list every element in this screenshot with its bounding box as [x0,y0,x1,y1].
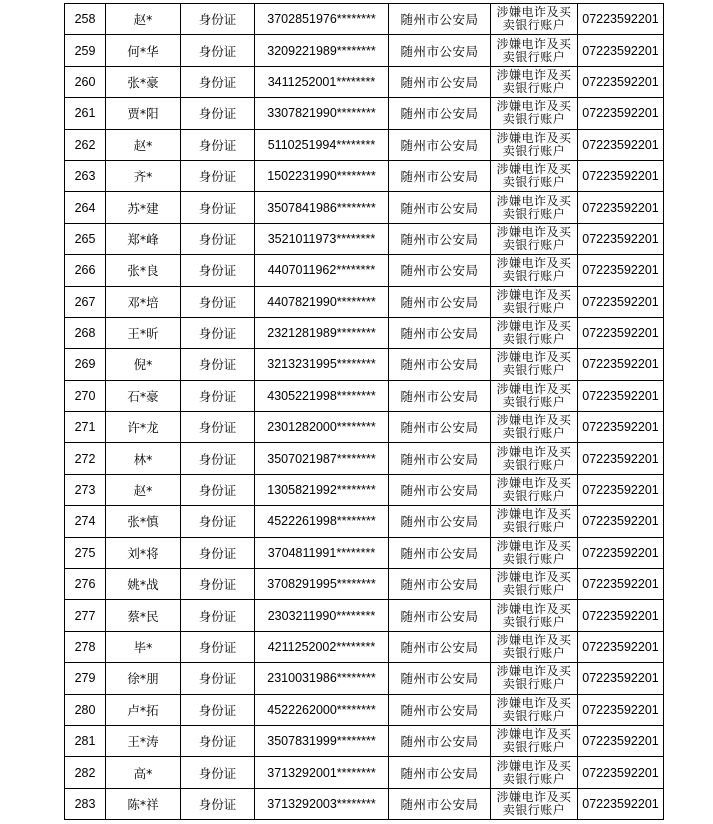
id-number-cell: 2310031986******** [255,663,389,694]
reason-cell: 涉嫌电诈及买卖银行账户 [491,223,578,254]
document-type-cell: 身份证 [181,631,255,662]
id-number-cell: 3708291995******** [255,569,389,600]
name-cell: 何*华 [106,35,181,66]
agency-cell: 随州市公安局 [389,412,491,443]
agency-cell: 随州市公安局 [389,129,491,160]
name-cell: 王*昕 [106,317,181,348]
phone-cell: 07223592201 [578,380,664,411]
agency-cell: 随州市公安局 [389,537,491,568]
name-cell: 高* [106,757,181,788]
document-type-cell: 身份证 [181,600,255,631]
name-cell: 贾*阳 [106,98,181,129]
id-number-cell: 3411252001******** [255,66,389,97]
row-number-cell: 270 [65,380,106,411]
document-type-cell: 身份证 [181,443,255,474]
table-row [65,286,664,317]
phone-cell: 07223592201 [578,694,664,725]
name-cell: 刘*将 [106,537,181,568]
phone-cell: 07223592201 [578,506,664,537]
document-type-cell: 身份证 [181,569,255,600]
row-number-cell: 278 [65,631,106,662]
document-type-cell: 身份证 [181,286,255,317]
id-number-cell: 1305821992******** [255,474,389,505]
row-number-cell: 258 [65,4,106,35]
reason-cell: 涉嫌电诈及买卖银行账户 [491,35,578,66]
phone-cell: 07223592201 [578,443,664,474]
reason-cell: 涉嫌电诈及买卖银行账户 [491,66,578,97]
reason-cell: 涉嫌电诈及买卖银行账户 [491,255,578,286]
name-cell: 邓*培 [106,286,181,317]
row-number-cell: 268 [65,317,106,348]
reason-cell: 涉嫌电诈及买卖银行账户 [491,380,578,411]
phone-cell: 07223592201 [578,98,664,129]
table-row [65,600,664,631]
row-number-cell: 266 [65,255,106,286]
table-row [65,537,664,568]
name-cell: 王*涛 [106,725,181,756]
name-cell: 蔡*民 [106,600,181,631]
reason-cell: 涉嫌电诈及买卖银行账户 [491,694,578,725]
phone-cell: 07223592201 [578,569,664,600]
phone-cell: 07223592201 [578,66,664,97]
row-number-cell: 262 [65,129,106,160]
document-type-cell: 身份证 [181,663,255,694]
id-number-cell: 3507021987******** [255,443,389,474]
table-row [65,35,664,66]
agency-cell: 随州市公安局 [389,600,491,631]
agency-cell: 随州市公安局 [389,66,491,97]
name-cell: 张*良 [106,255,181,286]
table-row [65,788,664,819]
agency-cell: 随州市公安局 [389,443,491,474]
row-number-cell: 273 [65,474,106,505]
reason-cell: 涉嫌电诈及买卖银行账户 [491,506,578,537]
document-type-cell: 身份证 [181,129,255,160]
id-number-cell: 4407821990******** [255,286,389,317]
reason-cell: 涉嫌电诈及买卖银行账户 [491,98,578,129]
reason-cell: 涉嫌电诈及买卖银行账户 [491,569,578,600]
table-row [65,349,664,380]
table-row [65,725,664,756]
document-type-cell: 身份证 [181,380,255,411]
agency-cell: 随州市公安局 [389,506,491,537]
document-type-cell: 身份证 [181,4,255,35]
document-type-cell: 身份证 [181,788,255,819]
id-number-cell: 3713292003******** [255,788,389,819]
id-number-cell: 3307821990******** [255,98,389,129]
document-type-cell: 身份证 [181,66,255,97]
agency-cell: 随州市公安局 [389,160,491,191]
phone-cell: 07223592201 [578,537,664,568]
agency-cell: 随州市公安局 [389,4,491,35]
reason-cell: 涉嫌电诈及买卖银行账户 [491,757,578,788]
id-number-cell: 5110251994******** [255,129,389,160]
id-number-cell: 2303211990******** [255,600,389,631]
phone-cell: 07223592201 [578,631,664,662]
row-number-cell: 271 [65,412,106,443]
phone-cell: 07223592201 [578,223,664,254]
document-type-cell: 身份证 [181,317,255,348]
name-cell: 苏*建 [106,192,181,223]
phone-cell: 07223592201 [578,160,664,191]
row-number-cell: 260 [65,66,106,97]
table-row [65,98,664,129]
row-number-cell: 279 [65,663,106,694]
id-number-cell: 2321281989******** [255,317,389,348]
reason-cell: 涉嫌电诈及买卖银行账户 [491,443,578,474]
document-type-cell: 身份证 [181,757,255,788]
agency-cell: 随州市公安局 [389,35,491,66]
reason-cell: 涉嫌电诈及买卖银行账户 [491,600,578,631]
agency-cell: 随州市公安局 [389,569,491,600]
row-number-cell: 267 [65,286,106,317]
name-cell: 齐* [106,160,181,191]
agency-cell: 随州市公安局 [389,757,491,788]
table-row [65,506,664,537]
reason-cell: 涉嫌电诈及买卖银行账户 [491,663,578,694]
id-number-cell: 3521011973******** [255,223,389,254]
row-number-cell: 276 [65,569,106,600]
reason-cell: 涉嫌电诈及买卖银行账户 [491,631,578,662]
phone-cell: 07223592201 [578,757,664,788]
id-number-cell: 1502231990******** [255,160,389,191]
reason-cell: 涉嫌电诈及买卖银行账户 [491,725,578,756]
phone-cell: 07223592201 [578,4,664,35]
name-cell: 赵* [106,4,181,35]
reason-cell: 涉嫌电诈及买卖银行账户 [491,474,578,505]
document-type-cell: 身份证 [181,725,255,756]
id-number-cell: 4211252002******** [255,631,389,662]
name-cell: 许*龙 [106,412,181,443]
name-cell: 徐*朋 [106,663,181,694]
table-row [65,223,664,254]
name-cell: 倪* [106,349,181,380]
phone-cell: 07223592201 [578,412,664,443]
phone-cell: 07223592201 [578,317,664,348]
row-number-cell: 274 [65,506,106,537]
table-row [65,412,664,443]
document-type-cell: 身份证 [181,223,255,254]
agency-cell: 随州市公安局 [389,694,491,725]
reason-cell: 涉嫌电诈及买卖银行账户 [491,412,578,443]
agency-cell: 随州市公安局 [389,286,491,317]
phone-cell: 07223592201 [578,192,664,223]
phone-cell: 07223592201 [578,129,664,160]
row-number-cell: 283 [65,788,106,819]
phone-cell: 07223592201 [578,474,664,505]
agency-cell: 随州市公安局 [389,380,491,411]
reason-cell: 涉嫌电诈及买卖银行账户 [491,129,578,160]
phone-cell: 07223592201 [578,35,664,66]
agency-cell: 随州市公安局 [389,317,491,348]
name-cell: 姚*战 [106,569,181,600]
name-cell: 石*豪 [106,380,181,411]
name-cell: 张*慎 [106,506,181,537]
agency-cell: 随州市公安局 [389,663,491,694]
id-number-cell: 3704811991******** [255,537,389,568]
phone-cell: 07223592201 [578,349,664,380]
row-number-cell: 280 [65,694,106,725]
document-type-cell: 身份证 [181,537,255,568]
document-type-cell: 身份证 [181,35,255,66]
row-number-cell: 261 [65,98,106,129]
phone-cell: 07223592201 [578,663,664,694]
agency-cell: 随州市公安局 [389,474,491,505]
id-number-cell: 3507831999******** [255,725,389,756]
reason-cell: 涉嫌电诈及买卖银行账户 [491,317,578,348]
id-number-cell: 3507841986******** [255,192,389,223]
table-body [65,4,664,820]
table-row [65,192,664,223]
row-number-cell: 275 [65,537,106,568]
table-row [65,66,664,97]
id-number-cell: 4522262000******** [255,694,389,725]
document-type-cell: 身份证 [181,98,255,129]
agency-cell: 随州市公安局 [389,349,491,380]
table-row [65,317,664,348]
agency-cell: 随州市公安局 [389,631,491,662]
document-type-cell: 身份证 [181,474,255,505]
name-cell: 赵* [106,129,181,160]
records-table [64,3,664,820]
document-type-cell: 身份证 [181,160,255,191]
name-cell: 郑*峰 [106,223,181,254]
row-number-cell: 269 [65,349,106,380]
agency-cell: 随州市公安局 [389,98,491,129]
table-row [65,4,664,35]
id-number-cell: 4522261998******** [255,506,389,537]
row-number-cell: 264 [65,192,106,223]
table-row [65,129,664,160]
row-number-cell: 282 [65,757,106,788]
document-type-cell: 身份证 [181,506,255,537]
name-cell: 林* [106,443,181,474]
row-number-cell: 277 [65,600,106,631]
phone-cell: 07223592201 [578,788,664,819]
reason-cell: 涉嫌电诈及买卖银行账户 [491,537,578,568]
name-cell: 毕* [106,631,181,662]
name-cell: 陈*祥 [106,788,181,819]
reason-cell: 涉嫌电诈及买卖银行账户 [491,4,578,35]
id-number-cell: 3713292001******** [255,757,389,788]
reason-cell: 涉嫌电诈及买卖银行账户 [491,349,578,380]
id-number-cell: 2301282000******** [255,412,389,443]
row-number-cell: 263 [65,160,106,191]
table-row [65,380,664,411]
document-type-cell: 身份证 [181,192,255,223]
reason-cell: 涉嫌电诈及买卖银行账户 [491,160,578,191]
name-cell: 赵* [106,474,181,505]
document-type-cell: 身份证 [181,255,255,286]
id-number-cell: 3213231995******** [255,349,389,380]
table-row [65,443,664,474]
id-number-cell: 3209221989******** [255,35,389,66]
table-row [65,255,664,286]
name-cell: 卢*拓 [106,694,181,725]
row-number-cell: 259 [65,35,106,66]
phone-cell: 07223592201 [578,286,664,317]
row-number-cell: 272 [65,443,106,474]
agency-cell: 随州市公安局 [389,255,491,286]
table-row [65,160,664,191]
id-number-cell: 4407011962******** [255,255,389,286]
name-cell: 张*豪 [106,66,181,97]
reason-cell: 涉嫌电诈及买卖银行账户 [491,192,578,223]
document-type-cell: 身份证 [181,412,255,443]
table-row [65,694,664,725]
id-number-cell: 3702851976******** [255,4,389,35]
phone-cell: 07223592201 [578,725,664,756]
document-type-cell: 身份证 [181,349,255,380]
table-row [65,631,664,662]
agency-cell: 随州市公安局 [389,192,491,223]
id-number-cell: 4305221998******** [255,380,389,411]
table-row [65,757,664,788]
row-number-cell: 265 [65,223,106,254]
document-type-cell: 身份证 [181,694,255,725]
row-number-cell: 281 [65,725,106,756]
agency-cell: 随州市公安局 [389,788,491,819]
phone-cell: 07223592201 [578,255,664,286]
agency-cell: 随州市公安局 [389,725,491,756]
table-row [65,569,664,600]
agency-cell: 随州市公安局 [389,223,491,254]
table-row [65,663,664,694]
reason-cell: 涉嫌电诈及买卖银行账户 [491,788,578,819]
table-row [65,474,664,505]
reason-cell: 涉嫌电诈及买卖银行账户 [491,286,578,317]
phone-cell: 07223592201 [578,600,664,631]
